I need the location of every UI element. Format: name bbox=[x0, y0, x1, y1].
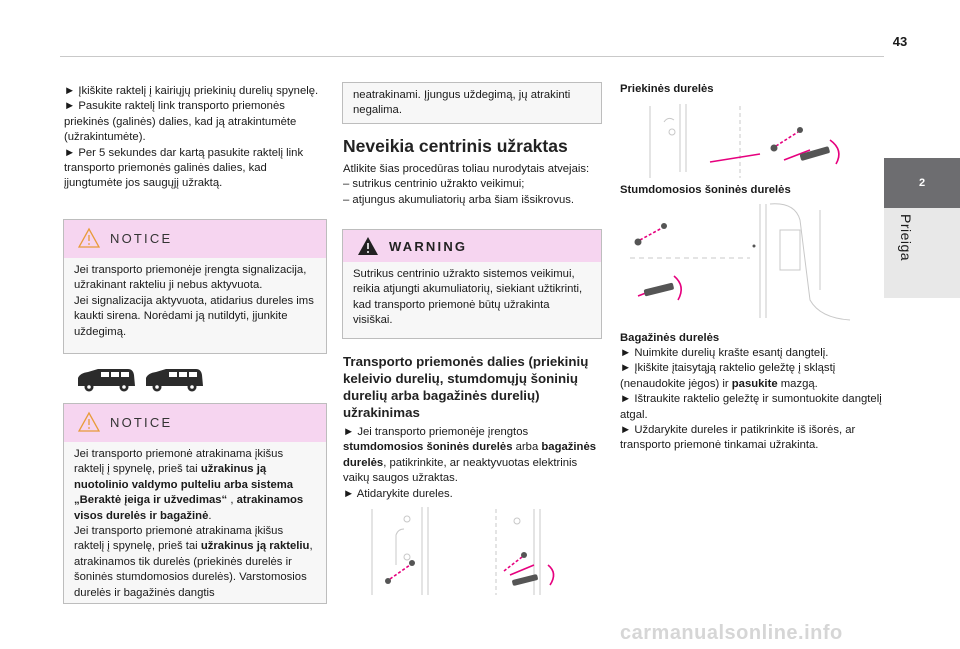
bullet-item: – sutrikus centrinio užrakto veikimui; bbox=[343, 178, 525, 191]
sliding-door-illustration bbox=[620, 200, 870, 322]
notice-header bbox=[64, 404, 326, 442]
step-turn-key: ► Pasukite raktelį link transporto priemonės priekinės (galinės) dalies, kad ją atrakintumėte (užrakintumėte). bbox=[64, 100, 297, 144]
bold-run: užrakinus ją rakteliu bbox=[200, 540, 310, 553]
bold-run: stumdomosios šoninės durelės bbox=[343, 441, 513, 454]
text-run: Jei transporto priemonė atrakinama įkišus raktelį į spynelę, prieš tai bbox=[74, 525, 284, 553]
child-lock-step bbox=[343, 425, 605, 487]
caption-front-doors: Priekinės durelės bbox=[620, 83, 714, 95]
bold-run: atrakinamos visos durelės ir bagažinė bbox=[74, 494, 304, 522]
warning-title: WARNING bbox=[389, 239, 468, 254]
open-door-step: ► Atidarykite dureles. bbox=[343, 487, 453, 500]
step-refit-cover: ► Ištraukite raktelio geležtę ir sumontuokite dangtelį atgal. bbox=[620, 393, 882, 421]
warning-box bbox=[342, 229, 602, 339]
tailgate-steps bbox=[620, 346, 882, 454]
notice-header bbox=[64, 220, 326, 258]
step-insert-blade bbox=[620, 361, 882, 392]
notice-title: NOTICE bbox=[110, 415, 173, 430]
bullet-item: – atjungus akumuliatorių arba šiam išsikrovus. bbox=[343, 193, 575, 206]
step-deadlock: ► Per 5 sekundes dar kartą pasukite raktelį link transporto priemonės galinės dalies, kad įjungtumėte jos saugųjį užraktą. bbox=[64, 146, 304, 190]
text-run: , patikrinkite, ar neaktyvuotas elektrinis vaikų saugos užraktas. bbox=[343, 456, 578, 485]
notice-paragraph bbox=[74, 447, 316, 524]
notice-title: NOTICE bbox=[110, 231, 173, 246]
bold-run: užrakinus ją nuotolinio valdymo pulteliu arba sistema „Beraktė įeiga ir užvedimas“ bbox=[74, 463, 294, 507]
caption-sliding-doors: Stumdomosios šoninės durelės bbox=[620, 184, 791, 196]
text-run: Jei transporto priemonė atrakinama įkišus raktelį į spynelę, prieš tai bbox=[74, 448, 284, 476]
warning-triangle-icon bbox=[78, 227, 100, 249]
caption-tailgate: Bagažinės durelės bbox=[620, 332, 720, 344]
front-door-illustration bbox=[620, 102, 870, 180]
text-run: , atrakinamos tik durelės (priekinės durelės ir šoninės stumdomosios durelės). Varstomosios durelės ir bagažinės dangtis bbox=[74, 540, 313, 599]
header-rule bbox=[60, 56, 884, 57]
warning-body: Sutrikus centrinio užrakto sistemos veikimui, reikia atjungti akumuliatorių, siekiant užtikrinti, kad transporto priemonė būtų užrakinta visiškai. bbox=[353, 268, 583, 327]
footer-watermark: carmanualsonline.info bbox=[620, 622, 843, 644]
notice-body bbox=[64, 442, 326, 607]
text-run: . bbox=[208, 509, 212, 522]
subsection-heading: Transporto priemonės dalies (priekinių keleivio durelių, stumdomųjų šoninių durelių arba bagažinės durelių) užrakinimas bbox=[343, 354, 589, 420]
text-run: mazgą. bbox=[777, 377, 818, 390]
page-number: 43 bbox=[892, 34, 908, 49]
chapter-tab-number[interactable]: 2 bbox=[884, 158, 960, 208]
continuation-box bbox=[342, 82, 602, 124]
notice-box-alarm bbox=[63, 219, 327, 354]
chapter-tab-label: Prieiga bbox=[898, 214, 914, 262]
text-run: ► Įkiškite įtaisytąją raktelio geležtę į skląstį (nenaudokite jėgos) ir bbox=[620, 362, 836, 390]
bold-run: pasukite bbox=[731, 377, 778, 390]
subsection-body bbox=[343, 425, 605, 502]
vehicle-variants-icon bbox=[76, 366, 206, 394]
notice-paragraph bbox=[74, 524, 316, 601]
text-run: arba bbox=[512, 441, 542, 454]
warning-triangle-icon bbox=[357, 235, 379, 257]
text-run: , bbox=[227, 494, 237, 507]
notice-box-unlocking bbox=[63, 403, 327, 604]
continuation-text: neatrakinami. Įjungus uždegimą, jų atrakinti negalima. bbox=[353, 89, 571, 117]
door-latch-illustration bbox=[362, 505, 592, 597]
notice-body: Jei transporto priemonėje įrengta signalizacija, užrakinant rakteliu ji nebus aktyvuota. Jei signalizacija aktyvuota, atidarius dureles ims kaukti sirena. Norėdami ją nutildyti, įjunkite uždegimą. bbox=[74, 264, 314, 338]
bold-run: bagažinės durelės bbox=[343, 441, 597, 469]
warning-triangle-icon bbox=[78, 411, 100, 433]
step-remove-cover: ► Nuimkite durelių krašte esantį dangtelį. bbox=[620, 347, 829, 359]
step-check-locked: ► Uždarykite dureles ir patikrinkite iš išorės, ar transporto priemonė tinkamai užrakinta. bbox=[620, 424, 856, 452]
section-intro bbox=[343, 162, 605, 208]
intro-instructions bbox=[64, 84, 326, 192]
step-insert-key: ► Įkiškite raktelį į kairiųjų priekinių durelių spynelę. bbox=[64, 85, 319, 97]
intro-text: Atlikite šias procedūras toliau nurodytais atvejais: bbox=[343, 163, 590, 175]
warning-header bbox=[343, 230, 601, 262]
text-run: ► Jei transporto priemonėje įrengtos bbox=[343, 426, 529, 438]
section-heading: Neveikia centrinis užraktas bbox=[343, 136, 568, 156]
